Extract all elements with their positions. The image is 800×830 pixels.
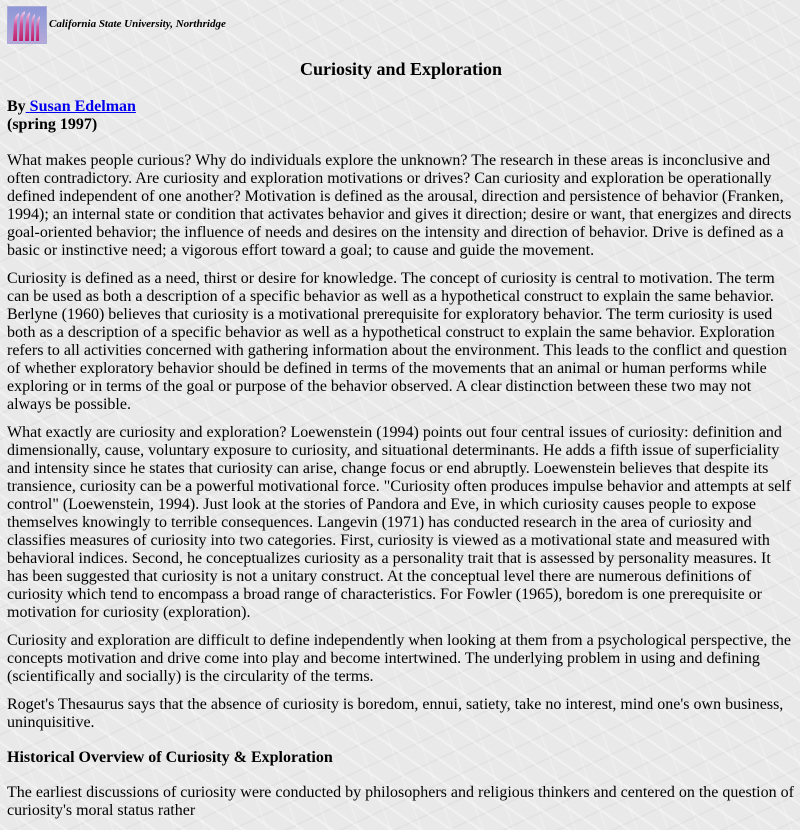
- section-heading: Historical Overview of Curiosity & Exploration: [7, 749, 333, 766]
- date-text: (spring 1997): [7, 116, 98, 133]
- paragraph: Curiosity is defined as a need, thirst or desire for knowledge. The concept of curiosity is central to motivation. The term can be used as both a description of a specific behavior as well as a hypothetical construct to explain the same behavior. Berlyne (1960) believes that curiosity is a motivational prerequisite for exploratory behavior. The term curiosity is used both as a description of a specific behavior as well as a hypothetical construct to explain the same behavior. Exploration refers to all activities concerned with gathering information about the environment. This leads to the conflict and question of whether exploratory behavior should be defined in terms of the movements that an animal or human performs while exploring or in terms of the goal or purpose of the behavior observed. A clear distinction between these two may not always be possible.: [7, 270, 787, 413]
- paragraph: The earliest discussions of curiosity were conducted by philosophers and religious thinkers and centered on the question of curiosity's moral status rather: [7, 784, 794, 819]
- paragraph: Roget's Thesaurus says that the absence of curiosity is boredom, ennui, satiety, take no interest, mind one's own business, uninquisitive.: [7, 696, 784, 731]
- page-title: Curiosity and Exploration: [299, 59, 503, 79]
- paragraph: What makes people curious? Why do individuals explore the unknown? The research in these areas is inconclusive and often contradictory. Are curiosity and exploration motivations or drives? Can curiosity and exploration be operationally defined independent of one another? Motivation is defined as the arousal, direction and persistence of behavior (Franken, 1994); an internal state or condition that activates behavior and gives it direction; desire or want, that energizes and directs goal-oriented behavior; the influence of needs and desires on the intensity and direction of behavior. Drive is defined as a basic or instinctive need; a vigorous effort toward a goal; to cause and guide the movement.: [7, 152, 792, 259]
- byline: [7, 98, 795, 134]
- paragraph: Curiosity and exploration are difficult to define independently when looking at them from a psychological perspective, the concepts motivation and drive come into play and become intertwined. The underlying problem in using and defining (scientifically and socially) is the circularity of the terms.: [7, 632, 791, 685]
- site-header: [7, 6, 226, 44]
- author-link[interactable]: Susan Edelman: [29, 98, 136, 115]
- csun-logo-icon[interactable]: [7, 6, 47, 44]
- university-name: California State University, Northridge: [49, 18, 226, 30]
- by-label: By: [7, 98, 26, 115]
- paragraph: What exactly are curiosity and exploration? Loewenstein (1994) points out four central issues of curiosity: definition and dimensionally, cause, voluntary exposure to curiosity, and situational determinants. He adds a fifth issue of superficiality and intensity since he states that curiosity can arise, change focus or end abruptly. Loewenstein believes that despite its transience, curiosity can be a powerful motivational force. "Curiosity often produces impulse behavior and attempts at self control" (Loewenstein, 1994). Just look at the stories of Pandora and Eve, in which curiosity causes people to expose themselves knowingly to terrible consequences. Langevin (1971) has conducted research in the area of curiosity and classifies measures of curiosity into two categories. First, curiosity is viewed as a motivational state and measured with behavioral indices. Second, he conceptualizes curiosity as a personality trait that is assessed by personality measures. It has been suggested that curiosity is not a unitary construct. At the conceptual level there are numerous definitions of curiosity which tend to encompass a broad range of characteristics. For Fowler (1965), boredom is one prerequisite or motivation for curiosity (exploration).: [7, 424, 792, 621]
- article: [7, 58, 795, 830]
